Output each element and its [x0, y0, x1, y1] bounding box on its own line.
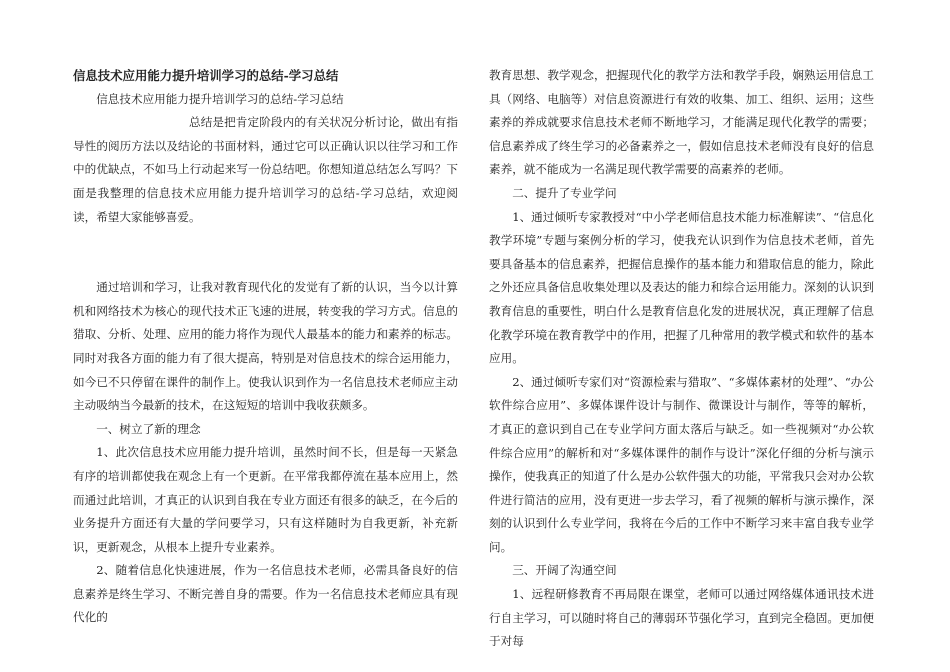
section-heading: 二、提升了专业学问 — [512, 185, 617, 200]
blank-gap — [73, 229, 458, 276]
body-paragraph-continued: 教育思想、教学观念，把握现代化的教学方法和教学手段，娴熟运用信息工具（网络、电脑等）对信息资源进行有效的收集、加工、组织、运用；这些素养的养成就要求信息技术老师不断地学习，才能满足现代化教学的需要；信息素养成了终生学习的必备素养之一，假如信息技术老师没有良好的信息素养，就不能成为一名满足现代教学需要的高素养的老师。 — [489, 68, 874, 177]
right-column — [489, 64, 874, 654]
body-paragraph: 1、此次信息技术应用能力提升培训，虽然时间不长，但是每一天紧急有序的培训都使我在观念上有一个更新。在平常我都停流在基本应用上，然而通过此培训，才真正的认识到自我在专业方面还有很多的缺乏，在今后的业务提升方面还有大量的学问要学习，只有这样随时为自我更新，补充新识，更新观念，从根本上提升专业素养。 — [73, 445, 458, 554]
section-heading: 三、开阔了沟通空间 — [512, 563, 617, 578]
body-paragraph: 通过培训和学习，让我对教育现代化的发觉有了新的认识，当今以计算机和网络技术为核心的现代技术正飞速的进展，转变我的学习方式。信息的猎取、分析、处理、应用的能力将作为现代人最基本的能力和素养的标志。同时对我各方面的能力有了很大提高，特别是对信息技术的综合运用能力，如今已不只停留在课件的制作上。使我认识到作为一名信息技术老师应主动主动吸纳当今最新的技术，在这短短的培训中我收获颇多。 — [73, 280, 458, 413]
body-paragraph: 2、随着信息化快速进展，作为一名信息技术老师，必需具备良好的信息素养是终生学习、不断完善自身的需要。作为一名信息技术老师应具有现代化的 — [73, 563, 458, 625]
document-title: 信息技术应用能力提升培训学习的总结-学习总结 — [73, 68, 339, 83]
body-paragraph: 1、远程研修教育不再局限在课堂，老师可以通过网络媒体通讯技术进行自主学习，可以随时将自己的薄弱环节强化学习，直到完全稳固。更加便于对每 — [489, 587, 874, 649]
section-heading: 一、树立了新的理念 — [96, 421, 201, 436]
body-paragraph: 2、通过倾听专家们对“资源检索与猎取”、“多媒体素材的处理”、“办公软件综合应用”、多媒体课件设计与制作、微课设计与制作，等等的解析，才真正的意识到自己在专业学问方面太落后与缺乏。如一些视频对“办公软件综合应用”的解析和对“多媒体课件的制作与设计”深化仔细的分析与演示操作，使我真正的知道了什么是办公软件强大的功能，平常我只会对办公软件进行简洁的应用，没有更进一步去学习，看了视频的解析与演示操作，深刻的认识到什么专业学问，我将在今后的工作中不断学习来丰富自我专业学问。 — [489, 374, 874, 554]
intro-paragraph: 总结是把肯定阶段内的有关状况分析讨论，做出有指导性的阅历方法以及结论的书面材料，通过它可以正确认识以往学习和工作中的优缺点，不如马上行动起来写一份总结吧。你想知道总结怎么写吗？下面是我整理的信息技术应用能力提升培训学习的总结-学习总结，欢迎阅读，希望大家能够喜爱。 — [73, 115, 458, 224]
body-paragraph: 1、通过倾听专家教授对“中小学老师信息技术能力标准解读”、“信息化教学环境”专题与案例分析的学习，使我充认识到作为信息技术老师，首先要具备基本的信息素养，把握信息操作的基本能力和猎取信息的能力，除此之外还应具备信息收集处理以及表达的能力和综合运用能力。深刻的认识到教育信息的重要性，明白什么是教育信息化发的进展状况，真正理解了信息化教学环境在教育教学中的作用，把握了几种常用的教学模式和软件的基本应用。 — [489, 209, 874, 366]
document-subtitle: 信息技术应用能力提升培训学习的总结-学习总结 — [96, 91, 344, 106]
left-column — [73, 64, 458, 630]
